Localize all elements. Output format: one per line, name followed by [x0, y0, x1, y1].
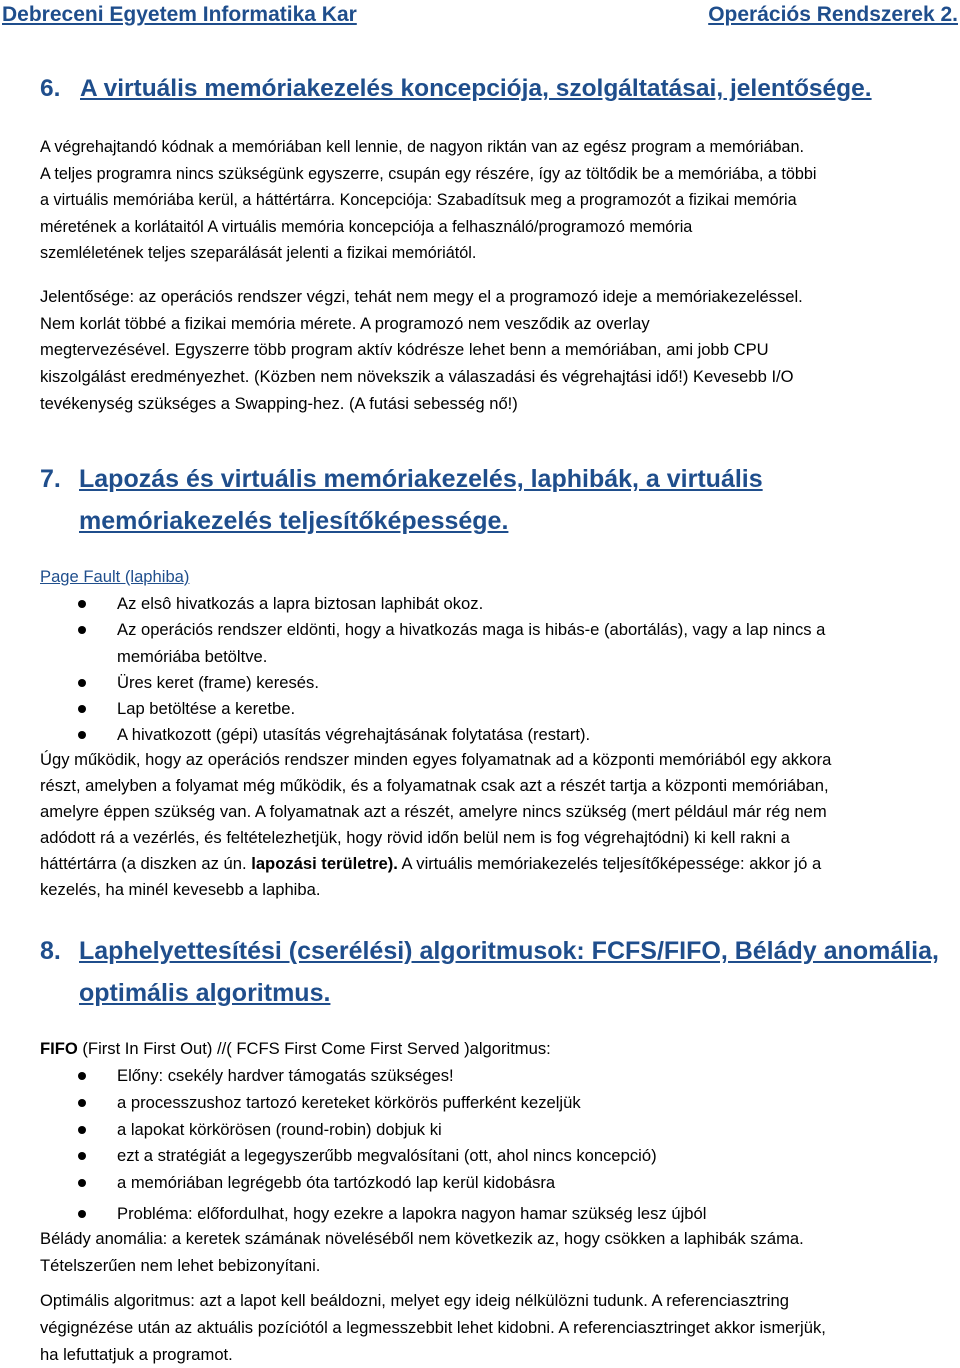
bullet-icon	[78, 626, 86, 634]
section-7-title-line: Lapozás és virtuális memóriakezelés, laphibák, a virtuális	[79, 465, 763, 493]
list-item: Probléma: előfordulhat, hogy ezekre a lapokra nagyon hamar szükség lesz újból	[40, 1201, 958, 1228]
bullet-icon	[78, 1072, 86, 1080]
section-6-paragraph-2	[40, 284, 958, 418]
list-item: Az operációs rendszer eldönti, hogy a hivatkozás maga is hibás-e (abortálás), vagy a lap nincs a memóriába betöltve.	[40, 617, 958, 670]
text-line: amelyre éppen szükség van. A folyamatnak azt a részét, amelyre nincs szükség (mert például már rég nem	[40, 802, 827, 821]
fifo-intro: FIFO (First In First Out) //( FCFS First Come First Served )algoritmus:	[40, 1039, 551, 1058]
bullet-icon	[78, 679, 86, 687]
text-line: méretének a korlátaitól A virtuális memória koncepciója a felhasználó/programozó memória	[40, 217, 693, 236]
text-line: szemléletének teljes szeparálását jelenti a fizikai memóriától.	[40, 244, 477, 262]
list-item: a processzushoz tartozó kereteket körkörös pufferként kezeljük	[40, 1090, 958, 1117]
bold-term: lapozási területre).	[251, 854, 398, 873]
text-line: megtervezésével. Egyszerre több program aktív kódrésze lehet benn a memóriában, ami jobb CPU	[40, 340, 769, 360]
section-8-number: 8.	[40, 937, 61, 965]
header-course: Operációs Rendszerek 2.	[708, 3, 958, 26]
section-7-heading	[40, 455, 940, 551]
bullet-icon	[78, 1152, 86, 1160]
section-7-title-line: memóriakezelés teljesítőképessége.	[79, 507, 509, 535]
bullet-icon	[78, 600, 86, 608]
section-6-paragraph-1	[40, 134, 958, 267]
bullet-icon	[78, 731, 86, 739]
section-8-title-line: Laphelyettesítési (cserélési) algoritmusok: FCFS/FIFO, Bélády anomália,	[79, 937, 939, 965]
text-line: adódott rá a vezérlés, és feltételezhetjük, hogy rövid időn belül nem is fog végrehajtódni) ki kell rakni a	[40, 828, 790, 847]
text-line: Bélády anomália: a keretek számának növeléséből nem következik az, hogy csökken a laphibák száma.	[40, 1229, 804, 1248]
text-line: ha lefuttatjuk a programot.	[40, 1345, 233, 1364]
list-item: Előny: csekély hardver támogatás szükséges!	[40, 1063, 958, 1090]
text-line: részt, amelyben a folyamat még működik, és a folyamatnak csak azt a részét tartja a központi memóriában,	[40, 776, 829, 795]
section-6-title: A virtuális memóriakezelés koncepciója, szolgáltatásai, jelentősége.	[80, 75, 872, 102]
text-line: A végrehajtandó kódnak a memóriában kell lennie, de nagyon riktán van az egész program a memóriában.	[40, 138, 804, 156]
list-item: Az elsô hivatkozás a lapra biztosan laphibát okoz.	[40, 591, 958, 617]
text-line: Nem korlát többé a fizikai memória mérete. A programozó nem vesződik az overlay	[40, 313, 650, 333]
bullet-icon	[78, 1179, 86, 1187]
text-line: háttértárra (a diszken az ún. lapozási területre). A virtuális memóriakezelés teljesítőképessége: akkor jó a	[40, 854, 822, 873]
text-line: kiszolgálást eredményezhet. (Közben nem növekszik a válaszadási és végrehajtási idő!) Kevesebb I/O	[40, 367, 794, 387]
section-6-number: 6.	[40, 75, 61, 102]
section-6-heading	[40, 73, 872, 105]
header-university: Debreceni Egyetem Informatika Kar	[2, 3, 357, 26]
text-line: A teljes programra nincs szükségünk egyszerre, csupán egy részére, így az töltődik be a memóriába, a többi	[40, 164, 817, 183]
page-fault-list	[40, 591, 958, 749]
text-line: kezelés, ha minél kevesebb a laphiba.	[40, 880, 321, 899]
bullet-icon	[78, 1210, 86, 1218]
fifo-list	[40, 1063, 958, 1228]
section-7-number: 7.	[40, 465, 61, 493]
text-line: a virtuális memóriába kerül, a háttértárra. Koncepciója: Szabadítsuk meg a programozót a fizikai memória	[40, 191, 797, 209]
text-line: Tételszerűen nem lehet bebizonyítani.	[40, 1255, 321, 1275]
list-item: Üres keret (frame) keresés.	[40, 670, 958, 696]
section-7-paragraph	[40, 747, 958, 903]
belady-paragraph	[40, 1226, 958, 1279]
section-8-title-line: optimális algoritmus.	[79, 979, 331, 1007]
list-item: Lap betöltése a keretbe.	[40, 696, 958, 722]
bullet-icon	[78, 1126, 86, 1134]
optimal-paragraph	[40, 1287, 958, 1368]
text-line: végignézése után az aktuális pozíciótól a legmesszebbit lehet kidobni. A referenciasztringet akkor ismerjük,	[40, 1318, 826, 1337]
text-line: tevékenység szükséges a Swapping-hez. (A futási sebesség nő!)	[40, 393, 518, 413]
list-item: a lapokat körkörösen (round-robin) dobjuk ki	[40, 1117, 958, 1144]
text-line: Optimális algoritmus: azt a lapot kell beáldozni, melyet egy ideig nélkülözni tudunk. A referenciasztring	[40, 1291, 789, 1310]
list-item: A hivatkozott (gépi) utasítás végrehajtásának folytatása (restart).	[40, 722, 958, 748]
list-item: a memóriában legrégebb óta tartózkodó lap kerül kidobásra	[40, 1170, 958, 1197]
bullet-icon	[78, 1099, 86, 1107]
text-line: Jelentősége: az operációs rendszer végzi, tehát nem megy el a programozó ideje a memóriakezeléssel.	[40, 287, 803, 306]
list-item: ezt a stratégiát a legegyszerűbb megvalósítani (ott, ahol nincs koncepció)	[40, 1143, 958, 1170]
bullet-icon	[78, 705, 86, 713]
page-fault-subtitle: Page Fault (laphiba)	[40, 567, 190, 586]
text-line: Úgy működik, hogy az operációs rendszer minden egyes folyamatnak ad a központi memóriából egy akkora	[40, 750, 832, 769]
fifo-label: FIFO	[40, 1039, 78, 1058]
section-8-heading	[40, 927, 958, 1023]
